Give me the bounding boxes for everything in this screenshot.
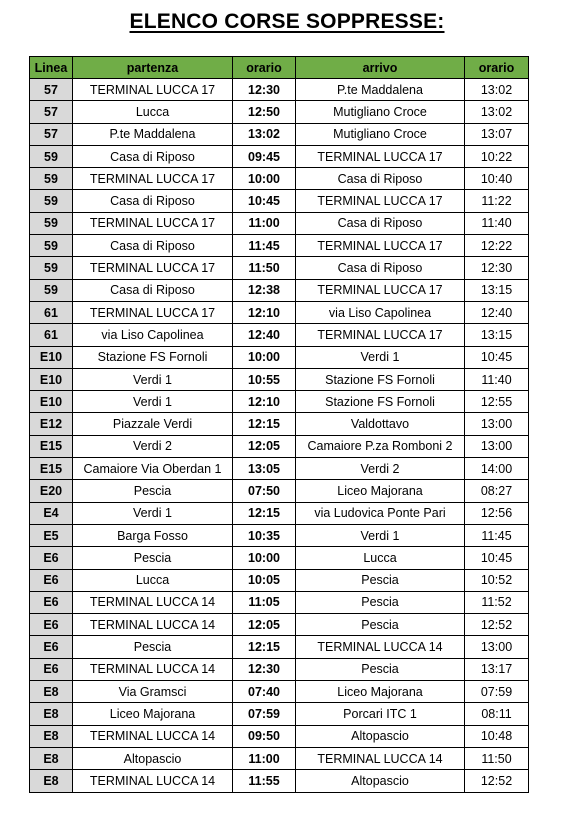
partenza-cell: Verdi 1 — [73, 368, 233, 390]
linea-cell: E4 — [30, 502, 73, 524]
partenza-cell: Piazzale Verdi — [73, 413, 233, 435]
arrivo-cell: via Ludovica Ponte Pari — [296, 502, 465, 524]
orario-partenza-cell: 10:00 — [233, 168, 296, 190]
linea-cell: E6 — [30, 614, 73, 636]
linea-cell: E5 — [30, 524, 73, 546]
table-row — [30, 346, 529, 368]
arrivo-cell: TERMINAL LUCCA 17 — [296, 145, 465, 167]
arrivo-cell: Lucca — [296, 547, 465, 569]
orario-partenza-cell: 11:45 — [233, 235, 296, 257]
partenza-cell: Barga Fosso — [73, 524, 233, 546]
linea-cell: E6 — [30, 569, 73, 591]
partenza-cell: Casa di Riposo — [73, 145, 233, 167]
table-row — [30, 368, 529, 390]
table-header-row — [30, 57, 529, 79]
orario-arrivo-cell: 13:02 — [465, 79, 529, 101]
linea-cell: 59 — [30, 168, 73, 190]
arrivo-cell: Verdi 1 — [296, 524, 465, 546]
table-row — [30, 257, 529, 279]
linea-cell: E6 — [30, 591, 73, 613]
partenza-cell: TERMINAL LUCCA 14 — [73, 725, 233, 747]
partenza-cell: Casa di Riposo — [73, 235, 233, 257]
linea-cell: 59 — [30, 235, 73, 257]
table-row — [30, 212, 529, 234]
orario-partenza-cell: 13:02 — [233, 123, 296, 145]
orario-arrivo-cell: 13:07 — [465, 123, 529, 145]
orario-partenza-cell: 11:05 — [233, 591, 296, 613]
orario-arrivo-cell: 10:52 — [465, 569, 529, 591]
partenza-cell: Verdi 2 — [73, 435, 233, 457]
arrivo-cell: Verdi 1 — [296, 346, 465, 368]
arrivo-cell: Stazione FS Fornoli — [296, 368, 465, 390]
table-row — [30, 770, 529, 792]
table-row — [30, 591, 529, 613]
arrivo-cell: Pescia — [296, 591, 465, 613]
partenza-cell: TERMINAL LUCCA 14 — [73, 770, 233, 792]
orario-arrivo-cell: 12:52 — [465, 770, 529, 792]
orario-partenza-cell: 12:30 — [233, 79, 296, 101]
page-title: ELENCO CORSE SOPPRESSE: — [129, 10, 445, 33]
partenza-cell: Pescia — [73, 636, 233, 658]
table-row — [30, 658, 529, 680]
arrivo-cell: Valdottavo — [296, 413, 465, 435]
partenza-cell: TERMINAL LUCCA 17 — [73, 212, 233, 234]
linea-cell: E8 — [30, 703, 73, 725]
orario-partenza-cell: 10:00 — [233, 547, 296, 569]
table-row — [30, 480, 529, 502]
arrivo-cell: P.te Maddalena — [296, 79, 465, 101]
orario-arrivo-cell: 07:59 — [465, 681, 529, 703]
orario-arrivo-cell: 12:40 — [465, 301, 529, 323]
table-row — [30, 79, 529, 101]
arrivo-cell: Liceo Majorana — [296, 681, 465, 703]
orario-arrivo-cell: 11:40 — [465, 212, 529, 234]
table-row — [30, 458, 529, 480]
orario-arrivo-cell: 10:48 — [465, 725, 529, 747]
partenza-cell: Lucca — [73, 569, 233, 591]
arrivo-cell: Pescia — [296, 658, 465, 680]
partenza-cell: TERMINAL LUCCA 17 — [73, 257, 233, 279]
partenza-cell: Verdi 1 — [73, 391, 233, 413]
orario-arrivo-cell: 11:52 — [465, 591, 529, 613]
arrivo-cell: TERMINAL LUCCA 17 — [296, 279, 465, 301]
linea-cell: 57 — [30, 101, 73, 123]
table-row — [30, 168, 529, 190]
header-partenza: partenza — [73, 57, 233, 79]
orario-partenza-cell: 12:15 — [233, 413, 296, 435]
orario-arrivo-cell: 12:52 — [465, 614, 529, 636]
linea-cell: E6 — [30, 547, 73, 569]
linea-cell: E15 — [30, 435, 73, 457]
arrivo-cell: Altopascio — [296, 770, 465, 792]
orario-partenza-cell: 10:35 — [233, 524, 296, 546]
table-row — [30, 413, 529, 435]
partenza-cell: Camaiore Via Oberdan 1 — [73, 458, 233, 480]
orario-arrivo-cell: 13:00 — [465, 636, 529, 658]
orario-partenza-cell: 12:50 — [233, 101, 296, 123]
table-row — [30, 324, 529, 346]
table-row — [30, 190, 529, 212]
arrivo-cell: Casa di Riposo — [296, 257, 465, 279]
table-row — [30, 636, 529, 658]
table-row — [30, 435, 529, 457]
linea-cell: E10 — [30, 368, 73, 390]
linea-cell: 61 — [30, 301, 73, 323]
table-row — [30, 725, 529, 747]
arrivo-cell: Casa di Riposo — [296, 168, 465, 190]
table-row — [30, 235, 529, 257]
arrivo-cell: TERMINAL LUCCA 17 — [296, 190, 465, 212]
partenza-cell: P.te Maddalena — [73, 123, 233, 145]
linea-cell: E10 — [30, 391, 73, 413]
arrivo-cell: Stazione FS Fornoli — [296, 391, 465, 413]
arrivo-cell: Liceo Majorana — [296, 480, 465, 502]
orario-partenza-cell: 12:38 — [233, 279, 296, 301]
orario-partenza-cell: 12:15 — [233, 502, 296, 524]
linea-cell: 61 — [30, 324, 73, 346]
linea-cell: 59 — [30, 190, 73, 212]
partenza-cell: Casa di Riposo — [73, 190, 233, 212]
orario-partenza-cell: 12:05 — [233, 614, 296, 636]
orario-partenza-cell: 11:55 — [233, 770, 296, 792]
partenza-cell: TERMINAL LUCCA 17 — [73, 301, 233, 323]
orario-partenza-cell: 09:50 — [233, 725, 296, 747]
orario-arrivo-cell: 12:56 — [465, 502, 529, 524]
arrivo-cell: Altopascio — [296, 725, 465, 747]
orario-arrivo-cell: 11:40 — [465, 368, 529, 390]
orario-partenza-cell: 12:40 — [233, 324, 296, 346]
linea-cell: E20 — [30, 480, 73, 502]
orario-arrivo-cell: 11:45 — [465, 524, 529, 546]
orario-arrivo-cell: 12:30 — [465, 257, 529, 279]
partenza-cell: Stazione FS Fornoli — [73, 346, 233, 368]
arrivo-cell: TERMINAL LUCCA 17 — [296, 324, 465, 346]
linea-cell: E8 — [30, 725, 73, 747]
arrivo-cell: Verdi 2 — [296, 458, 465, 480]
arrivo-cell: Pescia — [296, 614, 465, 636]
arrivo-cell: Mutigliano Croce — [296, 123, 465, 145]
orario-arrivo-cell: 12:22 — [465, 235, 529, 257]
orario-arrivo-cell: 10:45 — [465, 547, 529, 569]
table-row — [30, 279, 529, 301]
orario-arrivo-cell: 13:17 — [465, 658, 529, 680]
orario-arrivo-cell: 13:02 — [465, 101, 529, 123]
orario-arrivo-cell: 12:55 — [465, 391, 529, 413]
partenza-cell: Casa di Riposo — [73, 279, 233, 301]
linea-cell: E8 — [30, 770, 73, 792]
linea-cell: E15 — [30, 458, 73, 480]
header-orario-arrivo: orario — [465, 57, 529, 79]
linea-cell: 59 — [30, 212, 73, 234]
orario-arrivo-cell: 13:00 — [465, 435, 529, 457]
orario-arrivo-cell: 08:27 — [465, 480, 529, 502]
table-row — [30, 391, 529, 413]
orario-partenza-cell: 12:05 — [233, 435, 296, 457]
orario-partenza-cell: 11:50 — [233, 257, 296, 279]
table-body — [30, 79, 529, 793]
orario-partenza-cell: 11:00 — [233, 747, 296, 769]
partenza-cell: via Liso Capolinea — [73, 324, 233, 346]
orario-partenza-cell: 07:59 — [233, 703, 296, 725]
partenza-cell: Pescia — [73, 547, 233, 569]
arrivo-cell: Camaiore P.za Romboni 2 — [296, 435, 465, 457]
orario-arrivo-cell: 11:50 — [465, 747, 529, 769]
linea-cell: 57 — [30, 79, 73, 101]
linea-cell: E10 — [30, 346, 73, 368]
partenza-cell: Altopascio — [73, 747, 233, 769]
orario-arrivo-cell: 10:22 — [465, 145, 529, 167]
table-row — [30, 101, 529, 123]
partenza-cell: Lucca — [73, 101, 233, 123]
orario-partenza-cell: 12:10 — [233, 301, 296, 323]
orario-arrivo-cell: 13:00 — [465, 413, 529, 435]
orario-partenza-cell: 07:50 — [233, 480, 296, 502]
arrivo-cell: TERMINAL LUCCA 17 — [296, 235, 465, 257]
linea-cell: E6 — [30, 658, 73, 680]
orario-partenza-cell: 10:55 — [233, 368, 296, 390]
partenza-cell: Via Gramsci — [73, 681, 233, 703]
partenza-cell: Verdi 1 — [73, 502, 233, 524]
table-row — [30, 703, 529, 725]
header-arrivo: arrivo — [296, 57, 465, 79]
orario-partenza-cell: 12:15 — [233, 636, 296, 658]
partenza-cell: Liceo Majorana — [73, 703, 233, 725]
table-row — [30, 502, 529, 524]
orario-partenza-cell: 11:00 — [233, 212, 296, 234]
orario-partenza-cell: 12:30 — [233, 658, 296, 680]
linea-cell: 59 — [30, 257, 73, 279]
table-row — [30, 569, 529, 591]
table-row — [30, 547, 529, 569]
header-linea: Linea — [30, 57, 73, 79]
linea-cell: E8 — [30, 747, 73, 769]
table-row — [30, 145, 529, 167]
orario-arrivo-cell: 13:15 — [465, 324, 529, 346]
orario-partenza-cell: 07:40 — [233, 681, 296, 703]
orario-arrivo-cell: 11:22 — [465, 190, 529, 212]
partenza-cell: Pescia — [73, 480, 233, 502]
orario-partenza-cell: 10:05 — [233, 569, 296, 591]
table-row — [30, 524, 529, 546]
table-row — [30, 614, 529, 636]
linea-cell: E8 — [30, 681, 73, 703]
table-row — [30, 123, 529, 145]
partenza-cell: TERMINAL LUCCA 14 — [73, 614, 233, 636]
orario-partenza-cell: 13:05 — [233, 458, 296, 480]
partenza-cell: TERMINAL LUCCA 14 — [73, 658, 233, 680]
linea-cell: 59 — [30, 279, 73, 301]
linea-cell: E6 — [30, 636, 73, 658]
table-row — [30, 301, 529, 323]
orario-arrivo-cell: 10:40 — [465, 168, 529, 190]
orario-partenza-cell: 10:00 — [233, 346, 296, 368]
orario-arrivo-cell: 08:11 — [465, 703, 529, 725]
arrivo-cell: Porcari ITC 1 — [296, 703, 465, 725]
orario-partenza-cell: 12:10 — [233, 391, 296, 413]
partenza-cell: TERMINAL LUCCA 17 — [73, 79, 233, 101]
orario-arrivo-cell: 13:15 — [465, 279, 529, 301]
linea-cell: 59 — [30, 145, 73, 167]
linea-cell: E12 — [30, 413, 73, 435]
table-row — [30, 681, 529, 703]
cancelled-runs-table — [29, 56, 529, 793]
arrivo-cell: TERMINAL LUCCA 14 — [296, 636, 465, 658]
orario-arrivo-cell: 14:00 — [465, 458, 529, 480]
arrivo-cell: TERMINAL LUCCA 14 — [296, 747, 465, 769]
arrivo-cell: Casa di Riposo — [296, 212, 465, 234]
orario-partenza-cell: 09:45 — [233, 145, 296, 167]
linea-cell: 57 — [30, 123, 73, 145]
partenza-cell: TERMINAL LUCCA 17 — [73, 168, 233, 190]
arrivo-cell: via Liso Capolinea — [296, 301, 465, 323]
header-orario-partenza: orario — [233, 57, 296, 79]
orario-partenza-cell: 10:45 — [233, 190, 296, 212]
table-row — [30, 747, 529, 769]
arrivo-cell: Mutigliano Croce — [296, 101, 465, 123]
orario-arrivo-cell: 10:45 — [465, 346, 529, 368]
partenza-cell: TERMINAL LUCCA 14 — [73, 591, 233, 613]
arrivo-cell: Pescia — [296, 569, 465, 591]
